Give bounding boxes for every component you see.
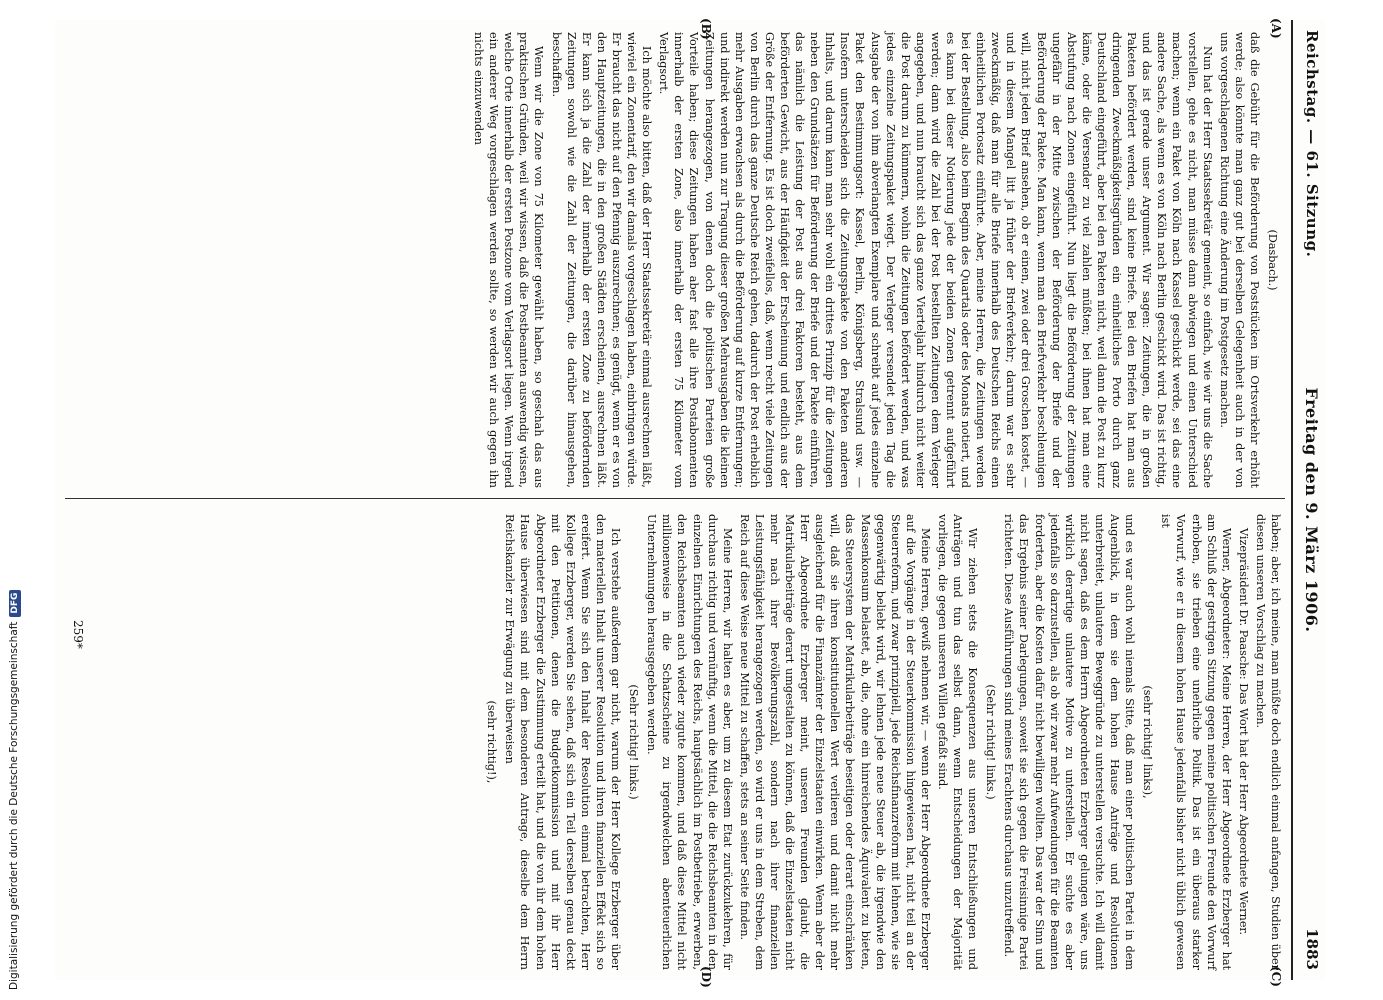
paragraph: Wir ziehen stets die Konsequenzen aus unseren Entschließungen und Anträgen und tun das selbst dann, wenn Entscheidungen der Majorität vorliegen, die gegen unseren Willen gefaßt sind. xyxy=(936,514,980,970)
margin-marker-b: (B) xyxy=(699,18,713,40)
header-rule xyxy=(1291,20,1293,980)
running-header xyxy=(1291,20,1325,980)
right-column xyxy=(481,514,1283,970)
paragraph: haben; aber, ich meine, man müßte doch endlich einmal anfangen, Studien über diesen unseren Vorschlag zu machen. xyxy=(1253,514,1282,970)
margin-marker-c: (C) xyxy=(1269,966,1283,987)
margin-marker-d: (D) xyxy=(699,966,713,988)
paragraph: Ich möchte also bitten, daß der Herr Staatssekretär einmal ausrechnen läßt, wieviel ein Zonentarif, den wir damals vorgeschlagen haben, einbringen würde. Er braucht das nicht auf den Pfennig auszurechnen; es genügt, wenn er es von den Hauptzeitungen, die in den großen Städten erscheinen, ausrechnen läßt. Er kann sich ja die Zahl der innerhalb der ersten Zone zu befördernden Zeitungen sowohl wie die Zahl der Zeitungen, die darüber hinausgehen, beschaffen. xyxy=(549,32,654,488)
interjection: (Sehr richtig! links.) xyxy=(627,684,641,800)
interjection: (Sehr richtig! links.) xyxy=(984,684,998,800)
header-session: Reichstag. — 61. Sitzung. xyxy=(1303,30,1321,258)
header-date: Freitag den 9. März 1906. xyxy=(1302,387,1321,633)
paragraph: Wenn wir die Zone von 75 Kilometer gewählt haben, so geschah das aus praktischen Gründen, weil wir wissen, daß die Postbeamten auswendig wissen, welche Orte innerhalb der ersten Postzone vom Verlagsort liegen. Wenn irgend ein anderer Weg vorgeschlagen werden sollte, so werden wir auch gegen ihn nichts einzuwenden xyxy=(472,32,546,488)
column-divider xyxy=(65,498,1285,499)
margin-marker-a: (A) xyxy=(1269,18,1283,39)
folio-number: 259* xyxy=(71,620,85,649)
paragraph: Meine Herren, wir halten es aber, um zu diesem Etat zurückzukehren, für durchaus richtig und vernünftig, wenn die Mittel, die die Reichsbeamten in den einzelnen Einrichtungen des Reichs, hauptsächlich im Postbetriebe, erwerben, den Reichsbeamten auch wieder zugute kommen, und daß diese Mittel nicht millionenweise in die Schatzscheine zu irgendwelchen abenteuerlichen Unternehmungen herausgegeben werden. xyxy=(645,514,734,970)
speaker-tag: (Dasbach.) xyxy=(1266,229,1279,291)
left-column xyxy=(469,32,1283,488)
paragraph: Meine Herren, gewiß nehmen wir, — wenn der Herr Abgeordnete Erzberger auf die Vorgänge in der Steuerkommission hingewiesen hat, nicht teil an der Steuerreform, und zwar prinzipiell, jede Reichsfinanzreform mit lehnen, wie sie gegenwärtig beliebt wird, wir lehnen jede neue Steuer ab, die irgendwie den Massenkonsum belastet, ab, die, ohne ein hinreichendes Äquivalent zu bieten, das Steuersystem der Matrikularbeiträge beseitigen oder derart einschränken will, daß sie ihren konstitutionellen Wert verlieren und damit nicht mehr ausgleichend für die Finanzämter der Einzelstaaten einwirken. Wenn aber der Herr Abgeordnete Erzberger meint, unseren Freunden glaubt, die Matrikularbeiträge derart umgestalten zu können, daß die Einzelstaaten nicht mehr nach ihrer Bevölkerungszahl, sondern nach ihrer finanziellen Leistungsfähigkeit herangezogen werden, so wird er uns in dem Streben, dem Reich auf diese Weise neue Mittel zu schaffen, stets an seiner Seite finden. xyxy=(737,514,932,970)
paragraph: Nun hat der Herr Staatssekretär gemeint, so einfach, wie wir uns die Sache vorstellen, gehe es nicht, man müsse dann abwiegen und einen Unterschied machen; wenn ein Paket von Köln nach Kassel geschickt werde, sei das eine andere Sache, als wenn es von Köln nach Berlin geschickt wird. Das ist richtig, und das ist gerade unser Argument. Wir sagen: Zeitungen, die in großen Paketen befördert werden, sind keine Briefe. Bei den Briefen hat man aus dringenden Zweckmäßigkeitsgründen ein einheitliches Porto durch ganz Deutschland eingeführt, aber bei den Paketen nicht, weil dann die Post zu kurz käme, oder die Versender zu viel zahlen müßten; bei ihnen hat man eine Abstufung nach Zonen eingeführt. Nun liegt die Beförderung der Zeitungen ungefähr in der Mitte zwischen der Beförderung der Briefe und der Beförderung der Pakete. Man kann, wenn man den Briefverkehr beschleunigen will, nicht jeden Brief ansehen, ob er einen, zwei oder drei Groschen kostet, — und in diesem Mangel litt ja früher der Briefverkehr; darum war es sehr zweckmäßig, daß man für alle Briefe innerhalb des Deutschen Reichs einen einheitlichen Portosatz einführte. Aber, meine Herren, die Zeitungen werden bei der Bestellung, also beim Beginn des Quartals oder des Monats notiert, und es kann bei dieser Notierung jede der beiden Zonen getrennt aufgeführt werden; dann wird die Zahl bei der Post bestellten Zeitungen dem Verleger angegeben, und nun braucht sich das ganze Vierteljahr hindurch nicht weiter die Post darum zu kümmern, wohin die Zeitungen befördert werden, und was jedes einzelne Zeitungspaket wiegt. Der Verleger versendet jeden Tag die Ausgabe der von ihm abverlangten Exemplare und schreibt auf jedes einzelne Paket den Bestimmungsort: Kassel, Berlin, Königsberg, Stralsund usw. — Insofern unterscheiden sich die Zeitungspakete von den Paketen anderen Inhalts, und darum kann man sehr wohl ein drittes Prinzip für die Zeitungen neben den Grundsätzen für Beförderung der Briefe und der Pakete einführen, das nämlich die Leistung der Post aus drei Faktoren besteht, aus dem beförderten Gewicht, aus der Häufigkeit der Erscheinung und endlich aus der Größe der Entfernung. Es ist doch zweifellos, daß, wenn recht viele Zeitungen von Berlin durch das ganze Deutsche Reich gehen, dadurch der Post erheblich mehr Ausgaben erwachsen als durch die Beförderung auf kurze Entfernungen; und indirekt werden nun zur Tragung dieser großen Mehrausgaben die kleinen Zeitungen herangezogen, von denen doch die politischen Parteien große Vorteile haben; diese Zeitungen haben aber fast alle ihre Postabonnenten innerhalb der ersten Zone, also innerhalb der ersten 75 Kilometer vom Verlagsort. xyxy=(657,32,1214,488)
paragraph: und es war auch wohl niemals Sitte, daß man einer politischen Partei in dem Augenblick, in dem sie dem hohen Hause Anträge und Resolutionen unterbreitet, unlautere Beweggründe zu unterstellen versuchte. Ich will damit nicht sagen, daß es dem Herrn Abgeordneten Erzberger gelungen wäre, uns wirklich derartige unlautere Motive zu unterstellen. Er suchte es aber jedenfalls so darzustellen, als ob wir zwar mehr Aufwendungen für die Beamten forderten, aber die Kosten dafür nicht bewilligen wollten. Das war der Sinn und das Ergebnis seiner Darlegungen, soweit sie sich gegen die Freisinnige Partei richteten. Diese Ausführungen sind meines Erachtens durchaus unzutreffend. xyxy=(1002,514,1137,970)
interjection: (sehr richtig! links), xyxy=(1141,685,1155,799)
digitization-stamp xyxy=(8,590,21,990)
document-sheet xyxy=(55,18,1325,988)
paragraph: Werner, Abgeordneter: Meine Herren, der Herr Abgeordnete Erzberger hat am Schluß der gestrigen Sitzung gegen meine politischen Freunde den Vorwurf erhoben, sie trieben eine unehrliche Politik. Das ist ein überaus starker Vorwurf, wie er in diesem hohen Hause jedenfalls bisher nicht üblich gewesen ist xyxy=(1159,514,1233,970)
dfg-logo: DFG xyxy=(9,590,21,617)
stamp-text: Digitalisierung gefördert durch die Deutsche Forschungsgemeinschaft xyxy=(8,621,20,990)
interjection: (sehr richtig!), xyxy=(485,700,499,784)
paragraph: Ich verstehe außerdem gar nicht, warum der Herr Kollege Erzberger über den materiellen Inhalt unserer Resolution und ihren finanziellen Effekt sich so ereifert. Wenn Sie sich den Inhalt der Resolution einmal betrachten, Herr Kollege Erzberger, werden Sie sehen, daß sich ein Teil derselben genau deckt mit den Petitionen, denen die Budgetkommission und mit ihr Herr Abgeordneter Erzberger die Zustimmung erteilt hat, und die von ihr dem hohen Hause überwiesen sind mit dem besonderen Antrage, dieselbe dem Herrn Reichskanzler zur Erwägung zu überweisen xyxy=(503,514,623,970)
paragraph: Vizepräsident Dr. Paasche: Das Wort hat der Herr Abgeordnete Werner. xyxy=(1236,528,1250,936)
paragraph: daß die Gebühr für die Beförderung von Poststücken im Ortsverkehr erhöht werde; also könnte man ganz gut bei derselben Gelegenheit auch in der von uns vorgeschlagenen Richtung eine Änderung im Postgesetz machen. xyxy=(1217,32,1261,488)
page-number: 1883 xyxy=(1303,928,1321,970)
